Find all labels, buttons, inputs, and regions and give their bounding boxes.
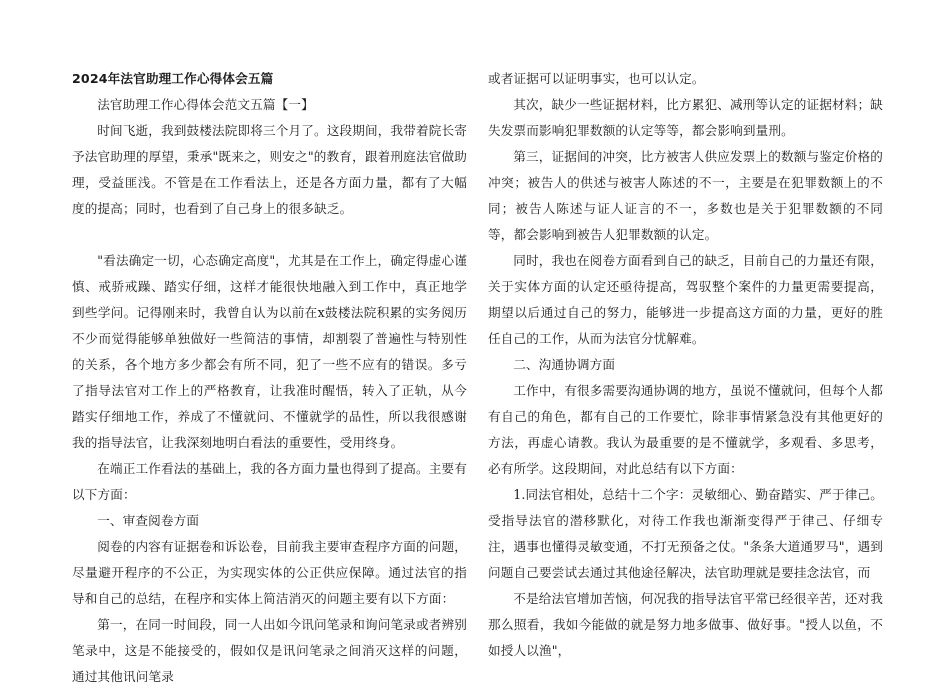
document-title: 2024年法官助理工作心得体会五篇 [72, 71, 274, 86]
paragraph-first-point: 第一，在同一时间段，同一人出如今讯问笔录和询问笔录或者辨别笔录中，这是不能接受的，假如仅是讯问笔录之间消灭这样的问题，通过其他讯问笔录 [72, 617, 467, 684]
subheading-review: 一、审查阅卷方面 [97, 513, 200, 528]
paragraph-second-point: 其次，缺少一些证据材料，比方累犯、减刑等认定的证据材料；缺失发票而影响犯罪数额的认定等等，都会影响到量刑。 [488, 97, 883, 138]
paragraph-third-point: 第三，证据间的冲突，比方被害人供应发票上的数额与鉴定价格的冲突；被告人的供述与被害人陈述的不一，主要是在犯罪数额上的不同；被告人陈述与证人证言的不一，多数也是关于犯罪数额的不同等，都会影响到被告人犯罪数额的认定。 [488, 149, 883, 242]
section-heading-1: 法官助理工作心得体会范文五篇【一】 [97, 97, 314, 112]
blank-line [72, 222, 467, 248]
subheading-communication: 二、沟通协调方面 [513, 357, 616, 372]
paragraph-help: 不是给法官增加苦恼，何况我的指导法官平常已经很辛苦，还对我那么照看，我如今能做的就是努力地多做事、做好事。"授人以鱼，不如授人以渔"， [488, 591, 883, 658]
paragraph-review: 阅卷的内容有证据卷和诉讼卷，目前我主要审查程序方面的问题，尽量避开程序的不公正，为实现实体的公正供应保障。通过法官的指导和自己的总结，在程序和实体上简洁消灭的问题主要有以下方面： [72, 539, 467, 606]
paragraph-shortcomings: 同时，我也在阅卷方面看到自己的缺乏，目前自己的力量还有限，关于实体方面的认定还亟待提高，驾驭整个案件的力量更需要提高，期望以后通过自己的努力，能够进一步提高这方面的力量，更好的胜任自己的工作，从而为法官分忧解难。 [488, 253, 883, 346]
paragraph-attitude: "看法确定一切，心态确定高度"，尤其是在工作上，确定得虚心谨慎、戒骄戒躁、踏实仔细，这样才能很快地融入到工作中，真正地学到些学问。记得刚来时，我曾自认为以前在x鼓楼法院积累的实务阅历不少而觉得能够单独做好一些简洁的事情，却割裂了普遍性与特别性的关系，各个地方多少都会有所不同，犯了一些不应有的错误。多亏了指导法官对工作上的严格教育，让我准时醒悟，转入了正轨，从今踏实仔细地工作，养成了不懂就问、不懂就学的品性，所以我很感谢我的指导法官，让我深刻地明白看法的重要性，受用终身。 [72, 253, 467, 450]
paragraph-judge-relations: 1.同法官相处，总结十二个字：灵敏细心、勤奋踏实、严于律己。受指导法官的潜移默化，对待工作我也渐渐变得严于律己、仔细专注，遇事也懂得灵敏变通，不打无预备之仗。"条条大道通罗马"，遇到问题自己要尝试去通过其他途径解决，法官助理就是要挂念法官，而 [488, 487, 883, 580]
paragraph-ability: 在端正工作看法的基础上，我的各方面力量也得到了提高。主要有以下方面： [72, 461, 467, 502]
right-column [488, 66, 883, 664]
left-column [72, 66, 467, 690]
paragraph-continuation: 或者证据可以证明事实，也可以认定。 [488, 71, 705, 86]
paragraph-intro: 时间飞逝，我到鼓楼法院即将三个月了。这段期间，我带着院长寄予法官助理的厚望，秉承"既来之，则安之"的教育，跟着刑庭法官做助理，受益匪浅。不管是在工作看法上，还是各方面力量，都有了大幅度的提高；同时，也看到了自己身上的很多缺乏。 [72, 123, 467, 216]
paragraph-communication: 工作中，有很多需要沟通协调的地方，虽说不懂就问，但每个人都有自己的角色，都有自己的工作要忙，除非事情紧急没有其他更好的方法，再虚心请教。我认为最重要的是不懂就学，多观看、多思考，必有所学。这段期间，对此总结有以下方面： [488, 383, 883, 476]
